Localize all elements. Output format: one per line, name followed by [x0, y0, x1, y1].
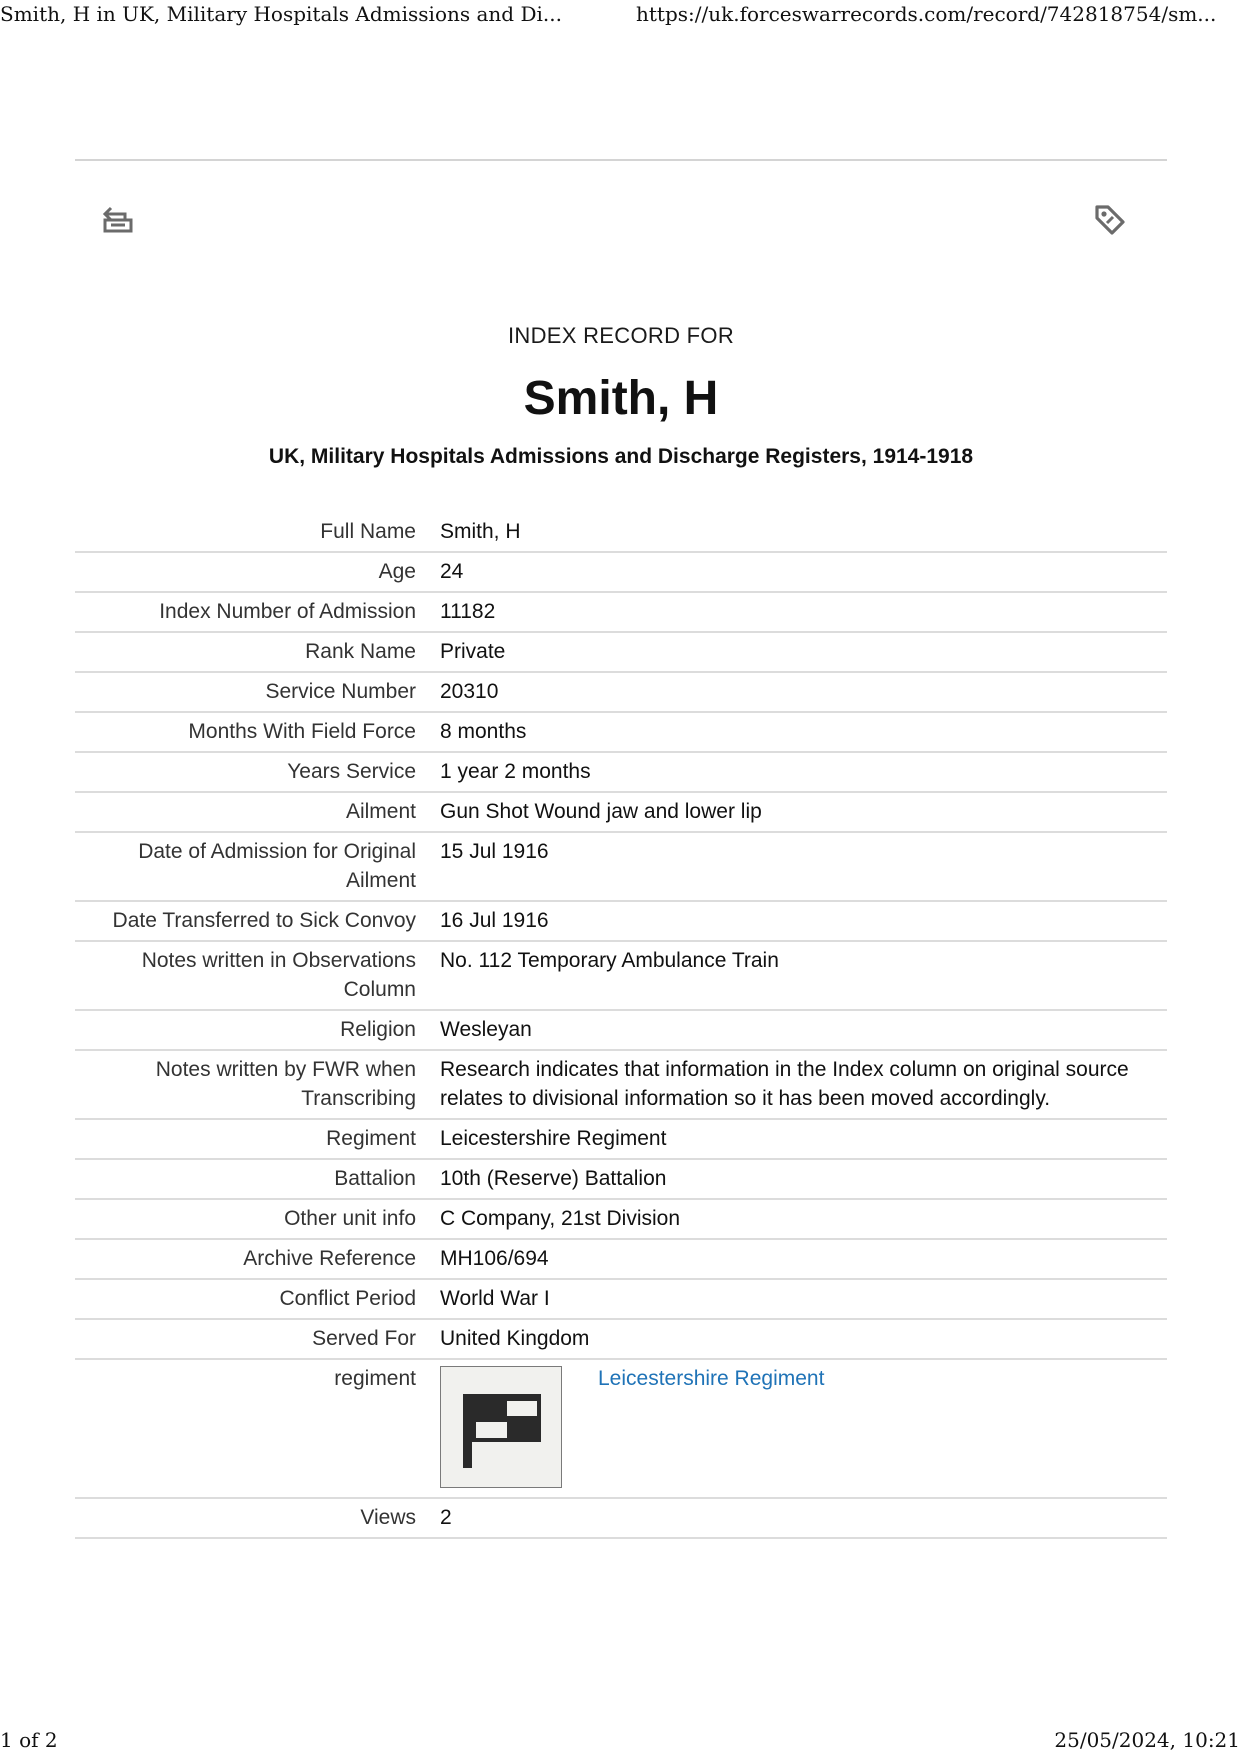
- record-row: [75, 1119, 1167, 1159]
- field-value: No. 112 Temporary Ambulance Train: [440, 949, 779, 972]
- record-row: [75, 1010, 1167, 1050]
- field-label: Index Number of Admission: [159, 600, 416, 623]
- print-datetime: 25/05/2024, 10:21: [1054, 1728, 1240, 1752]
- field-value: 1 year 2 months: [440, 760, 591, 783]
- record-row: [75, 1239, 1167, 1279]
- field-value: Leicestershire Regiment: [440, 1127, 667, 1150]
- record-heading: [75, 321, 1167, 471]
- field-value: 24: [440, 560, 464, 583]
- record-row: [75, 672, 1167, 712]
- record-content: [75, 159, 1167, 1539]
- field-label: Years Service: [287, 760, 416, 783]
- field-value: 10th (Reserve) Battalion: [440, 1167, 667, 1190]
- field-value: World War I: [440, 1287, 550, 1310]
- field-value: 8 months: [440, 720, 527, 743]
- field-label: Ailment: [345, 800, 416, 823]
- print-footer: [0, 1728, 1242, 1754]
- record-row: [75, 1279, 1167, 1319]
- field-value: 11182: [440, 600, 496, 623]
- field-label: Date Transferred to Sick Convoy: [112, 909, 416, 932]
- field-value: Private: [440, 640, 506, 663]
- record-row: [75, 513, 1167, 552]
- record-row: [75, 832, 1167, 901]
- field-value: MH106/694: [440, 1247, 549, 1270]
- field-value: Wesleyan: [440, 1018, 532, 1041]
- record-row: [75, 552, 1167, 592]
- field-value: [416, 1359, 1167, 1498]
- back-arrow-icon[interactable]: [101, 203, 135, 237]
- print-page-number: 1 of 2: [0, 1728, 58, 1752]
- field-label: Served For: [312, 1327, 416, 1350]
- field-value: C Company, 21st Division: [440, 1207, 681, 1230]
- regiment-row: [75, 1359, 1167, 1498]
- record-row: [75, 592, 1167, 632]
- record-row: [75, 1159, 1167, 1199]
- views-count: 2: [440, 1506, 452, 1529]
- record-row: [75, 752, 1167, 792]
- record-row: [75, 1050, 1167, 1119]
- field-label: Notes written by FWR when Transcribing: [155, 1058, 416, 1110]
- record-row: [75, 1199, 1167, 1239]
- print-page-url: https://uk.forceswarrecords.com/record/742818754/sm...: [636, 2, 1217, 26]
- views-row: [75, 1498, 1167, 1538]
- record-row: [75, 632, 1167, 672]
- field-value: Smith, H: [440, 520, 521, 543]
- record-row: [75, 792, 1167, 832]
- field-label: Service Number: [265, 680, 416, 703]
- collection-title: UK, Military Hospitals Admissions and Discharge Registers, 1914-1918: [268, 445, 974, 468]
- tag-icon[interactable]: [1093, 203, 1127, 237]
- field-label: Other unit info: [284, 1207, 416, 1230]
- field-label: Age: [378, 560, 416, 583]
- field-label: Months With Field Force: [188, 720, 416, 743]
- field-label: Archive Reference: [243, 1247, 416, 1270]
- record-row: [75, 941, 1167, 1010]
- person-name: Smith, H: [523, 372, 719, 425]
- regiment-cell: [440, 1364, 1166, 1492]
- field-label: Rank Name: [305, 640, 416, 663]
- regiment-link[interactable]: Leicestershire Regiment: [598, 1367, 825, 1390]
- field-label: Religion: [340, 1018, 416, 1041]
- field-label: Date of Admission for Original Ailment: [138, 840, 416, 892]
- record-row: [75, 901, 1167, 941]
- field-label: Notes written in Observations Column: [141, 949, 416, 1001]
- record-row: [75, 712, 1167, 752]
- field-label: Regiment: [326, 1127, 416, 1150]
- field-value: 20310: [440, 680, 499, 703]
- index-record-kicker: INDEX RECORD FOR: [507, 323, 735, 348]
- flag-icon[interactable]: [440, 1366, 562, 1488]
- field-value: Gun Shot Wound jaw and lower lip: [440, 800, 762, 823]
- field-value: Research indicates that information in the Index column on original source relates to divisional information so it has been moved accordingly.: [440, 1058, 1129, 1110]
- field-label: regiment: [334, 1367, 416, 1390]
- field-value: 16 Jul 1916: [440, 909, 549, 932]
- field-label: Battalion: [334, 1167, 416, 1190]
- field-label: Full Name: [320, 520, 416, 543]
- field-value: 15 Jul 1916: [440, 840, 549, 863]
- field-label: Views: [360, 1506, 416, 1529]
- print-header: [0, 2, 1242, 28]
- print-page-title: Smith, H in UK, Military Hospitals Admissions and Di...: [0, 2, 562, 26]
- field-value: United Kingdom: [440, 1327, 590, 1350]
- record-table: [75, 513, 1167, 1539]
- record-row: [75, 1319, 1167, 1359]
- record-toolbar: [75, 161, 1167, 321]
- field-label: Conflict Period: [279, 1287, 416, 1310]
